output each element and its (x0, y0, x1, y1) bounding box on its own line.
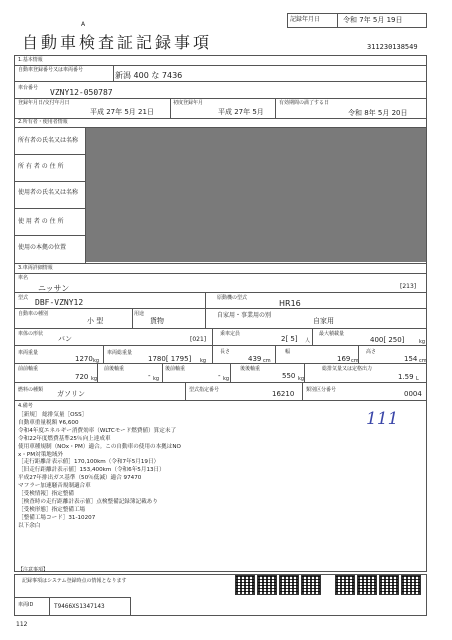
qr-code-icon (357, 575, 377, 595)
kind-value: 小 型 (87, 317, 104, 325)
chassis-value: VZNY12-050787 (50, 88, 113, 97)
capacity-value: 2[ 5] (281, 335, 298, 343)
disp-label: 総排気量又は定格出力 (322, 366, 373, 372)
model-no-label: 型式指定番号 (189, 387, 220, 393)
width-unit: cm (351, 358, 359, 364)
note-line: 以下余白 (18, 522, 41, 529)
maker-label: 車名 (18, 275, 29, 281)
note-line: 平成27年排出ガス基準（50％低減）適合 97470 (18, 475, 142, 482)
note-line: 使用車種規制（NOx・PM）適合。この自動車の使用の本拠はNO (18, 443, 181, 450)
first-year-value: 平成 27年 5月 (218, 108, 264, 116)
width-value: 169 (337, 355, 351, 363)
section-vehicle-title: 3.車両詳細情報 (18, 265, 53, 271)
body-label: 車体の形状 (18, 331, 44, 337)
chassis-label: 車台番号 (18, 85, 39, 91)
gross-label: 車両総重量 (107, 350, 133, 356)
maxload-value: 400[ 250] (370, 336, 405, 344)
note-line: 自動車重量税額 ¥6,600 (18, 419, 79, 426)
top-letter: A (81, 21, 86, 28)
model-no-value: 16210 (272, 390, 295, 398)
maker-code: [213] (400, 283, 417, 290)
note-line: ［検査時の走行距離計表示値］点検整備記録簿記載あり (18, 498, 158, 505)
capacity-unit: 人 (305, 338, 311, 344)
note-line: 令和22年度燃費基準25％向上達成車 (18, 435, 111, 442)
note-line: マフラー加速騒音規制適合車 (18, 483, 91, 490)
f-value: - (148, 372, 151, 380)
expiry-value: 令和 8年 5月 20日 (348, 109, 408, 117)
note-line: ［整備工場コード］31-10207 (18, 514, 96, 521)
handwritten-mark: 111 (366, 409, 399, 429)
use-label: 用途 (134, 311, 145, 317)
corner-mark: 112 (16, 621, 28, 628)
engine-label: 原動機の型式 (217, 295, 248, 301)
maker-value: ニッサン (38, 284, 70, 293)
vehicle-id-label: 車両ID (18, 602, 34, 608)
notes-list (18, 412, 181, 531)
section-notes-title: 4.備考 (18, 403, 33, 409)
reg-label: 自動車登録番号又は車両番号 (18, 67, 84, 73)
f-unit: kg (153, 376, 160, 382)
use-value: 貨物 (150, 317, 164, 325)
first-year-label: 初度登録年月 (173, 100, 204, 106)
note-line: ［受検情報］指定整備 (18, 491, 74, 498)
section-basic-title: 1.基本情報 (18, 57, 43, 63)
owner-addr-label: 所 有 者 の 住 所 (18, 163, 64, 170)
qr-code-icon (279, 575, 299, 595)
gross-value: 1780[ 1795] (148, 355, 192, 363)
serial-number: 311230138549 (367, 43, 418, 51)
note-line: 令和4年度エネルギー消費効率（WLTCモード燃費値）算定未了 (18, 427, 177, 434)
f-label: 前後軸重 (104, 366, 125, 372)
redacted-owner-info (86, 128, 426, 262)
note-line: x・PM対策地域外 (18, 451, 64, 458)
note-line: ［受検形態］指定整備工場 (18, 506, 86, 513)
fuel-label: 燃料の種類 (18, 387, 44, 393)
vehicle-id-value: T9466XS1347143 (54, 603, 105, 610)
first-reg-label: 登録年月日/交付年月日 (18, 100, 70, 106)
note-text: 記録事項はシステム登録時点の情報となります (22, 578, 127, 584)
rf-unit: kg (223, 376, 230, 382)
weight-unit: kg (93, 358, 100, 364)
qr-code-icon (257, 575, 277, 595)
disp-value: 1.59 (398, 373, 414, 381)
first-reg-value: 平成 27年 5月 21日 (90, 108, 154, 116)
rr-unit: kg (298, 376, 305, 382)
user-addr-label: 使 用 者 の 住 所 (18, 218, 64, 225)
ff-value: 720 (75, 373, 89, 381)
width-label: 幅 (285, 349, 291, 355)
length-value: 439 (248, 355, 262, 363)
gross-unit: kg (200, 358, 207, 364)
engine-value: HR16 (279, 299, 301, 308)
purpose-value: 自家用 (313, 317, 334, 325)
body-code: [021] (190, 336, 207, 343)
expiry-label: 有効期間の満了する日 (279, 100, 330, 106)
body-value: バン (58, 335, 72, 343)
length-label: 長さ (220, 349, 231, 355)
maxload-label: 最大積載量 (319, 331, 345, 337)
rr-value: 550 (282, 372, 296, 380)
capacity-label: 乗車定員 (220, 331, 241, 337)
recorded-date-label: 記録年月日 (290, 16, 321, 23)
fuel-value: ガソリン (57, 390, 85, 398)
length-unit: cm (263, 358, 271, 364)
height-value: 154 (404, 355, 418, 363)
qr-code-icon (301, 575, 321, 595)
user-name-label: 使用者の氏名又は名称 (18, 189, 79, 196)
qr-code-icon (401, 575, 421, 595)
qr-code-icon (379, 575, 399, 595)
kind-label: 自動車の種別 (18, 311, 49, 317)
recorded-date: 令和 7年 5月 19日 (343, 16, 403, 24)
owner-name-label: 所有者の氏名又は名称 (18, 137, 79, 144)
rf-label: 後前軸重 (165, 366, 186, 372)
rf-value: - (218, 372, 221, 380)
note-line: ［走行距離計表示値］170,100km（令和7年5月19日） (18, 459, 160, 466)
base-label: 使用の本拠の位置 (18, 244, 67, 251)
disp-unit: L (416, 376, 419, 382)
note-line: ［旧走行距離計表示値］153,400km（令和6年5月13日） (18, 467, 165, 474)
section-owner-title: 2.所有者・使用者情報 (18, 119, 68, 125)
height-unit: cm (419, 358, 427, 364)
ff-unit: kg (91, 376, 98, 382)
model-label: 型式 (18, 295, 29, 301)
model-value: DBF-VZNY12 (35, 298, 84, 307)
qr-code-icon (335, 575, 355, 595)
rr-label: 後後軸重 (240, 366, 261, 372)
class-label: 類別区分番号 (306, 387, 337, 393)
reg-value: 新潟 400 な 7436 (115, 71, 183, 80)
weight-value: 1270 (75, 355, 93, 363)
class-value: 0004 (404, 390, 422, 398)
document-title: 自動車検査証記録事項 (22, 33, 213, 52)
height-label: 高さ (366, 349, 377, 355)
purpose-label: 自家用・事業用の別 (217, 312, 272, 319)
weight-label: 車両重量 (18, 350, 39, 356)
note-line: ［新規］ 総排気量［OSS］ (18, 412, 88, 418)
note-label: 【注意事項】 (18, 567, 49, 573)
qr-code-icon (235, 575, 255, 595)
ff-label: 前前軸重 (18, 366, 39, 372)
maxload-unit: kg (419, 339, 426, 345)
